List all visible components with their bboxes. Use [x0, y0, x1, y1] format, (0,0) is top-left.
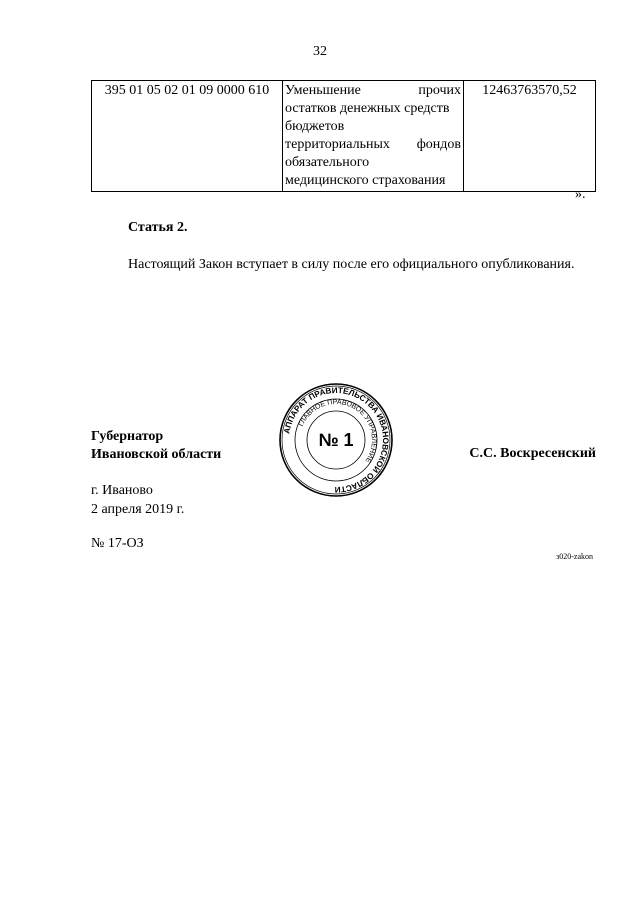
description-line: остатков денежных средств	[285, 101, 450, 116]
description-line: территориальных фондов	[285, 137, 461, 152]
date: 2 апреля 2019 г.	[91, 502, 185, 517]
budget-code-cell: 395 01 05 02 01 09 0000 610	[92, 81, 283, 192]
budget-table	[91, 80, 596, 192]
signatory-position	[91, 428, 221, 464]
position-line: Губернатор	[91, 429, 164, 444]
seal-outer-text: АППАРАТ ПРАВИТЕЛЬСТВА ИВАНОВСКОЙ ОБЛАСТИ	[282, 385, 391, 495]
description-line: обязательного	[285, 155, 370, 170]
seal-inner-text: ГЛАВНОЕ ПРАВОВОЕ УПРАВЛЕНИЕ	[297, 398, 378, 464]
official-seal	[278, 382, 394, 498]
document-code: з020-zakon	[556, 552, 593, 561]
description-line: медицинского страхования	[285, 173, 446, 188]
amount-cell: 12463763570,52	[464, 81, 596, 192]
signatory-name: С.С. Воскресенский	[469, 446, 596, 461]
place-and-date	[91, 481, 184, 519]
place: г. Иваново	[91, 483, 153, 498]
position-line: Ивановской области	[91, 447, 222, 462]
table-row	[92, 81, 596, 192]
description-line: Уменьшение прочих	[285, 83, 461, 98]
page-number: 32	[313, 44, 327, 59]
closing-quote: ».	[575, 187, 586, 202]
law-number: № 17-ОЗ	[91, 536, 144, 551]
seal-center-text: № 1	[318, 430, 354, 450]
description-line: бюджетов	[285, 119, 345, 134]
article-title: Статья 2.	[128, 220, 188, 235]
description-cell	[283, 81, 464, 192]
article-body: Настоящий Закон вступает в силу после его официального опубликования.	[128, 257, 575, 272]
